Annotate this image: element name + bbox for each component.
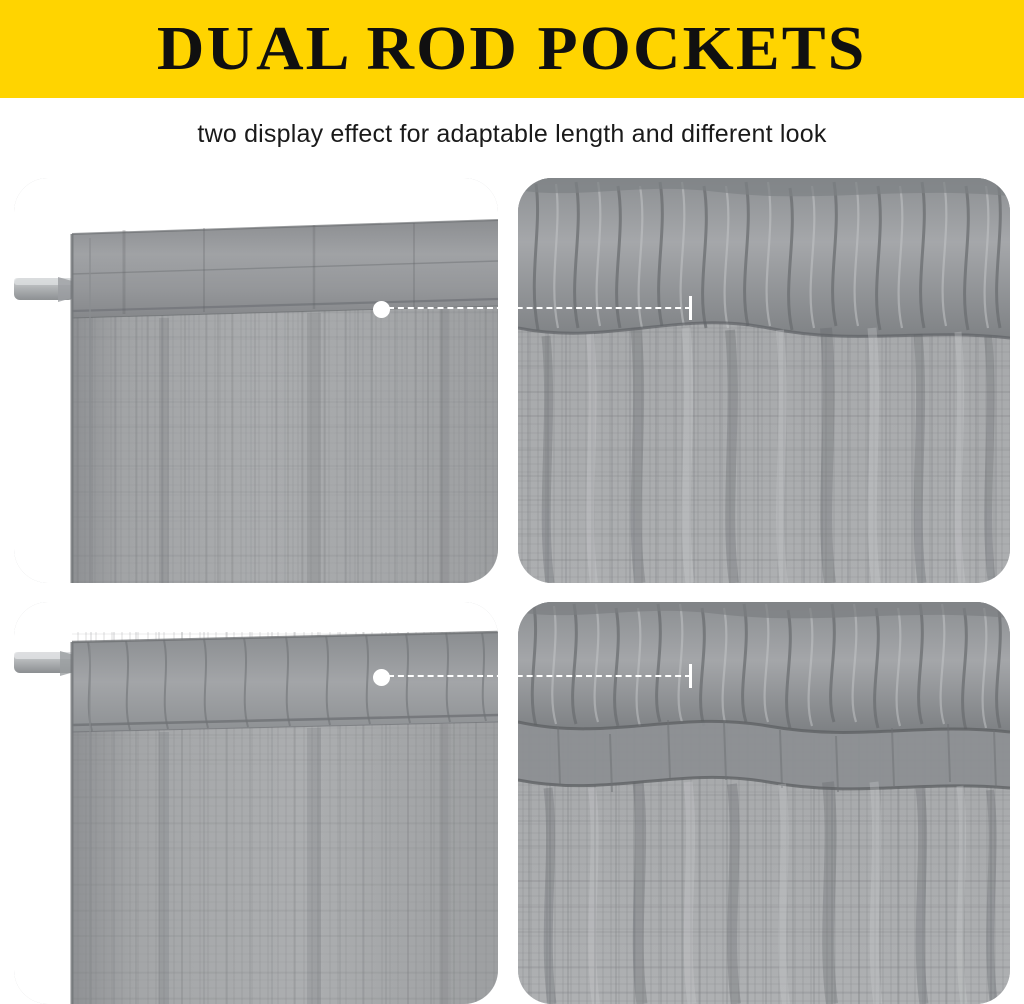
top-pocket-callout-tick bbox=[689, 296, 692, 320]
product-image-grid bbox=[0, 170, 1024, 1004]
panel-image-bottom-left bbox=[14, 602, 498, 1004]
second-pocket-callout-tick bbox=[689, 664, 692, 688]
top-pocket-callout-dot bbox=[373, 301, 390, 318]
panel-gathered-second-pocket-closeup bbox=[518, 602, 1010, 1004]
panel-flat-second-pocket-side-view bbox=[14, 602, 498, 1004]
header-banner bbox=[0, 0, 1024, 98]
subtitle-bar bbox=[0, 98, 1024, 170]
panel-image-bottom-right bbox=[518, 602, 1010, 1004]
panel-flat-front-pocket-side-view bbox=[14, 178, 498, 583]
second-pocket-callout-line bbox=[388, 675, 691, 677]
top-pocket-callout-line bbox=[388, 307, 691, 309]
subtitle-text: two display effect for adaptable length and different look bbox=[197, 119, 827, 148]
panel-image-top-right bbox=[518, 178, 1010, 583]
panel-gathered-top-pocket-closeup bbox=[518, 178, 1010, 583]
panel-image-top-left bbox=[14, 178, 498, 583]
second-pocket-callout-dot bbox=[373, 669, 390, 686]
page-title: DUAL ROD POCKETS bbox=[157, 15, 867, 83]
